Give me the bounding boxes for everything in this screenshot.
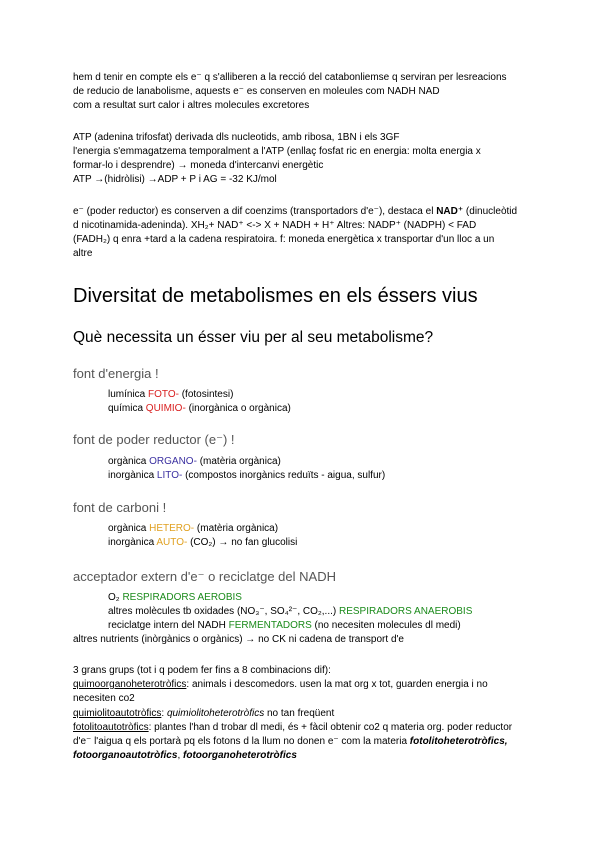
acceptador-row-2 [108,605,472,618]
acceptador-row-1 [108,591,242,604]
desc: d'e⁻ l'aigua q els portarà pq els fotons d la llum no donen e⁻ com la materia [73,736,410,747]
grups-line-1: 3 grans grups (tot i q podem fer fins a 8 combinacions dif): [73,665,331,676]
poder-row-1 [108,455,281,468]
carboni-heading: font de carboni ! [73,500,167,515]
nad-text-c: (dinucleòtid [463,206,518,217]
term-quimiolitoautotrofics: quimiolitoautotròfics [73,708,162,719]
tag-aerobis: RESPIRADORS AEROBIS [122,592,242,603]
desc: : plantes l'han d trobar dl medi, és + fàcil obtenir co2 q materia org. poder reductor [148,722,513,733]
grups-line-5 [73,721,512,734]
nad-line-2: d nicotinamida-adeninda). XH₂+ NAD⁺ <-> X + NADH + H⁺ Altres: NADP⁺ (NADPH) < FAD [73,220,477,231]
nad-line-4: altre [73,248,93,259]
carboni-row-2 [108,536,297,549]
desc: : animals i descomedors. usen la mat org x tot, guarden energia i no [186,679,488,690]
term-fotoorganoheterotrofics: fotoorganoheterotròfics [183,750,297,761]
energia-row-2 [108,402,291,415]
desc: (inorgànica o orgànica) [185,403,291,414]
label: química [108,403,146,414]
grups-line-7 [73,749,297,762]
label: orgànica [108,456,150,467]
grups-line-3: necesiten co2 [73,693,135,704]
desc: (matèria orgànica) [196,456,281,467]
nad-bold: NAD⁺ [436,206,464,217]
atp-line-1: ATP (adenina trifosfat) derivada dls nucleotids, amb ribosa, 1BN i els 3GF [73,132,400,143]
prefix-hetero: HETERO- [149,523,195,534]
acceptador-row-3 [108,619,461,632]
desc: (no necesiten molecules dl medi) [311,620,461,631]
label: reciclatge intern del NADH [108,620,229,631]
nad-text-a: e⁻ (poder reductor) es conserven a dif coenzims (transportadors d'e⁻), destaca el [73,206,437,217]
grups-line-2 [73,678,488,691]
poder-heading: font de poder reductor (e⁻) ! [73,432,235,447]
term-quimoorganoheterotrofics: quimoorganoheterotròfics [73,679,187,690]
desc: (compostos inorgànics reduïts - aigua, sulfur) [182,470,386,481]
section-title: Diversitat de metabolismes en els éssers vius [73,285,478,307]
label: inorgànica [108,537,157,548]
prefix-foto: FOTO- [148,389,179,400]
prefix-auto: AUTO- [156,537,188,548]
label: O₂ [108,592,123,603]
carboni-row-1 [108,522,278,535]
section-subtitle: Què necessita un ésser viu per al seu metabolisme? [73,329,434,346]
intro-line-2: de reducio de lanabolisme, aquests e⁻ es conserven en moleules com NADH NAD [73,86,440,97]
energia-heading: font d'energia ! [73,366,159,381]
tag-fermentadors: FERMENTADORS [228,620,312,631]
sep: : [161,708,167,719]
intro-line-1: hem d tenir en compte els e⁻ q s'alliberen a la recció del catabonliemse q serviran per lesreacions [73,72,507,83]
acceptador-heading: acceptador extern d'e⁻ o reciclatge del NADH [73,569,336,584]
desc: (CO₂) → no fan glucolisi [187,537,298,548]
energia-row-1 [108,388,233,401]
desc: (fotosintesi) [178,389,234,400]
term-fotolitoheterotrofics: fotolitoheterotròfics, [409,736,508,747]
desc: no tan freqüent [264,708,335,719]
atp-line-4: ATP →(hidròlisi) →ADP + P i AG = -32 KJ/mol [73,174,277,185]
prefix-quimio: QUIMIO- [145,403,186,414]
prefix-lito: LITO- [156,470,183,481]
prefix-organo: ORGANO- [149,456,197,467]
term-fotoorganoautotrofics: fotoorganoautotròfics [73,750,178,761]
label: altres molècules tb oxidades (NO₃⁻, SO₄²⁻, CO₂,...) [108,606,339,617]
atp-line-3: formar-lo i desprendre) → moneda d'intercanvi energètic [73,160,324,171]
poder-row-2 [108,469,385,482]
grups-line-4 [73,707,334,720]
desc: (matèria orgànica) [194,523,279,534]
term-quimiolitoheterotrofics: quimiolitoheterotròfics [166,708,265,719]
label: lumínica [108,389,149,400]
label: inorgànica [108,470,157,481]
grups-line-6 [73,735,508,748]
acceptador-row-4: altres nutrients (inòrgànics o orgànics) → no CK ni cadena de transport d'e [73,634,404,645]
nad-line-3: (FADH₂) q enra +tard a la cadena respiratoira. f: moneda energètica x transportar d'un lloc a un [73,234,495,245]
intro-line-3: com a resultat surt calor i altres molecules excretores [73,100,310,111]
term-fotolitoautotrofics: fotolitoautotròfics [73,722,149,733]
tag-anaerobis: RESPIRADORS ANAEROBIS [339,606,473,617]
atp-line-2: l'energia s'emmagatzema temporalment a l'ATP (enllaç fosfat ric en energia: molta energia x [73,146,481,157]
nad-line-1 [73,205,517,218]
label: orgànica [108,523,150,534]
sep: , [177,750,183,761]
